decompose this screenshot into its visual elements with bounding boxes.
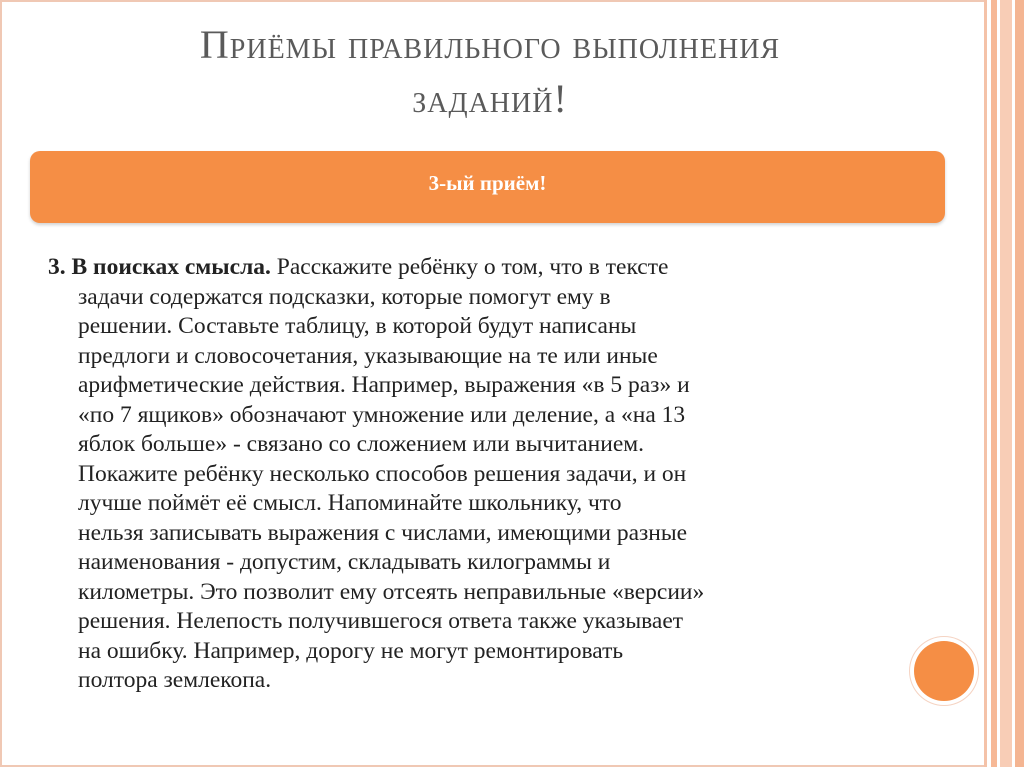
banner-label: 3-ый приём! (428, 170, 547, 195)
body-line: наименования - допустим, складывать килограммы и (78, 549, 611, 575)
body-line-text: Расскажите ребёнку о том, что в тексте (270, 254, 669, 280)
body-line: Покажите ребёнку несколько способов решения задачи, и он (78, 460, 687, 487)
body-line: задачи содержатся подсказки, которые помогут ему в (78, 283, 611, 310)
body-lead: 3. В поисках смысла. (48, 254, 271, 280)
slide-title (60, 18, 920, 126)
title-line-1: Приёмы правильного выполнения (199, 22, 781, 67)
body-line: решении. Составьте таблицу, в которой будут написаны (78, 313, 637, 339)
body-line: полтора землекопа. (78, 667, 272, 693)
stripe (1015, 0, 1024, 767)
body-line: «по 7 ящиков» обозначают умножение или деление, а «на 13 (78, 401, 686, 428)
body-line: километры. Это позволит ему отсеять неправильные «версии» (78, 578, 705, 605)
body-paragraph (48, 253, 928, 696)
body-line: лучше поймёт её смысл. Напоминайте школьнику, что (78, 490, 622, 516)
body-line: нельзя записывать выражения с числами, имеющими разные (78, 519, 688, 546)
body-line: арифметические действия. Например, выражения «в 5 раз» и (78, 372, 690, 398)
body-line: решения. Нелепость получившегося ответа также указывает (78, 608, 684, 634)
body-line (48, 253, 928, 283)
stripe (1000, 0, 1012, 767)
body-line: предлоги и словосочетания, указывающие на те или иные (78, 342, 658, 369)
body-line: на ошибку. Например, дорогу не могут ремонтировать (78, 637, 624, 664)
body-line: яблок больше» - связано со сложением или вычитанием. (78, 431, 644, 457)
title-line-2: заданий! (412, 76, 568, 121)
decorative-circle (914, 641, 974, 701)
decorative-stripes (984, 0, 1024, 767)
section-banner (30, 151, 945, 223)
